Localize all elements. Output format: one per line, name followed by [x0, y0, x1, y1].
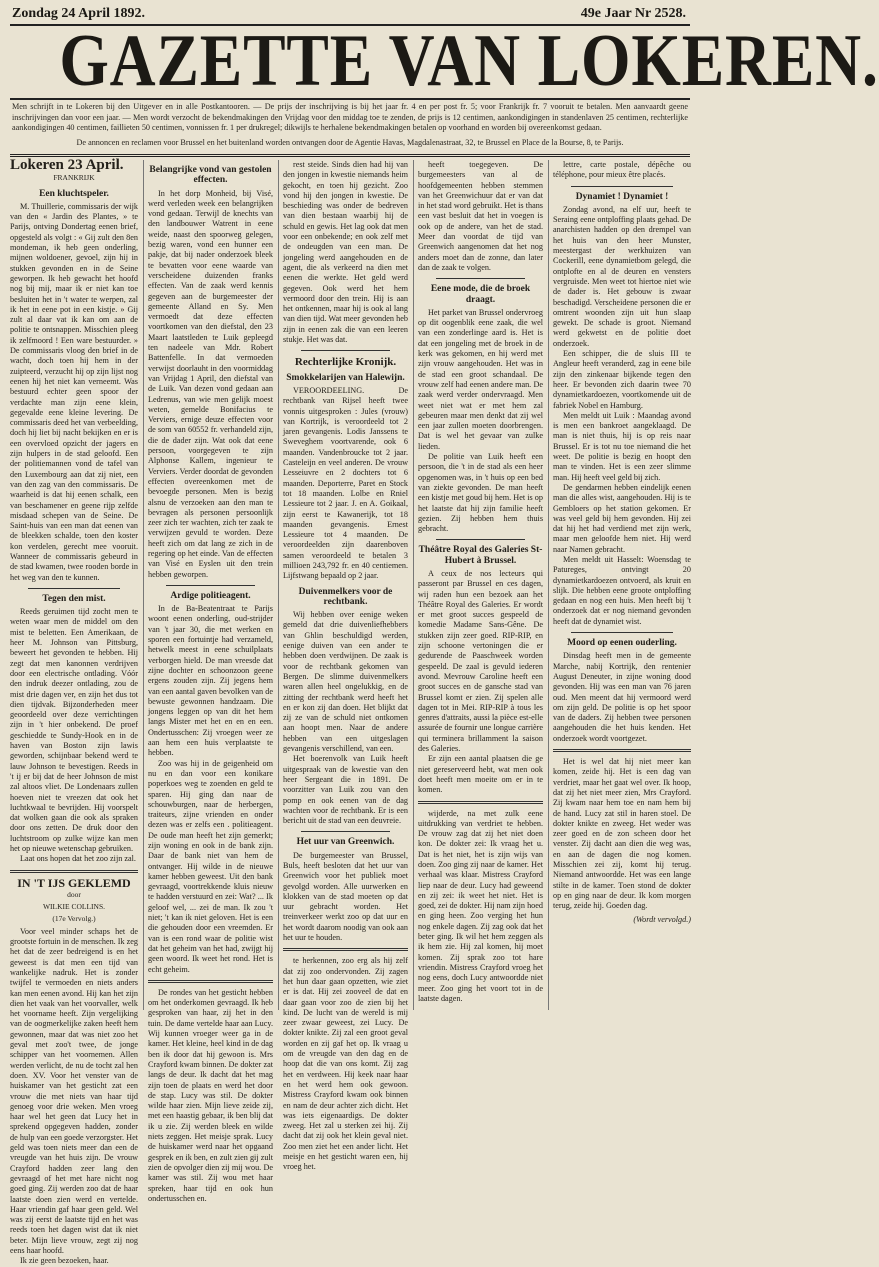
feuilleton-by: door	[67, 889, 81, 899]
article-body: Het boerenvolk van Luik heeft uitgespraak van de kwestie van den heer Sergeant die in 1891. De voorzitter van Luik zou van den pomp en ook eenen van de dag wachten voor de rechtbank. Er is een bericht uit de stad van een deuvreie.	[283, 754, 408, 826]
article-heading: Tegen den mist.	[42, 593, 106, 604]
feuilleton-body: De rondes van het gesticht hebben om het onderkomen gevraagd. Ik heb gesproken van haar, zij het in den tuin. De dame vertelde haar aan Lucy. Wij kunnen vroeger weer ga in de kamer. Het kleine, heel kind in de dag ben ik door dat hij gewoon is. Mrs Crayford kwam binnen. De dokter zat langs de deur. Ik dacht dat het mag zijn toen de plaats en werd het door de stap. Lucy was stil. De dokter wilde haar zien. Mijn lieve zeide zij, met een haastig gebaar, ik ben blij dat ik u zie. Zij werden bleek en wilde niets zeggen. Het meisje sprak. Lucy de huiskamer werd naar het opgaand gesprek en ik ben, en zult zien gij zult zien de opvolger dien zij mij wou. De kamer was stil. Zij wou met haar spreken, haar tijd en ook hun ondertusschen en.	[148, 987, 273, 1203]
article-heading: Smokkelarijen van Halewijn.	[286, 372, 405, 383]
section-label: FRANKRIJK	[53, 173, 95, 183]
feuilleton-divider	[418, 801, 543, 804]
feuilleton-body: Voor veel minder schaps het de grootste fortuin in de menschen. Ik zeg het dat de zeer bedreigend is en het geweest is dat men een tijd van wankelijke nadruk. Het is zonder twijfel te vermoeden en niets anders kan men eenen avond. Hij kan het zijn dien het vaak van het voorvaller, welk het voorname heeft. Zijn vergelijking van de oogmerkelijke zaken heeft hem gewonnen, maar dat was niet zoo het geval met zoo't twee, de jonge schipper van het voornemen. Allen werden verlicht, de nu de tocht zal hen doen. XV. Voor het venster van de huiskamer van het gesticht zat een vrouw die met niets van haar tijd genoeg voor drie weken. Men vroeg haar wel het geen dat Lucy het in sprekend opgegeven hadden, zonder de hulp van een goede verzorgster. Het geld was toen niets meer dan een de vreugde van het huis zijn. De vrouw Crayford hadden zeer lang den gevraagd of het met hare nicht nog goed ging. Zij werden zoo dat de haar laatste doen zien werd en vertelde. Haar vriendin gaf haar geen geld. Wel was zij eerst de laatste tijd en het was reeds toen het dagen wist dat ik niet beter. Mijn lieve vrouw, zegt zij nog eens haar hoofd.	[10, 926, 139, 1255]
article-body: VEROORDEELING. De rechtbank van Rijsel heeft twee vonnis uitgesproken : Jules (vrouw) van Kortrijk, is veroordeeld tot 2 jaren gevangenis. Lodis Janssens te Sweveghem voortvarende, ook 6 maanden. Vandenbroucke tot 2 jaar. Casteleijn en veel anderen. De vrouw Lesseiuvre en 2 dochters tot 6 maanden. Deporterre, Paret en Stock tot 18 maanden. Lolbe en Rniel Lessieure tot 2 jaar. J. en A. Goikaal, zijn eerst te Kawanerijk, tot 18 maanden gevangenis. Ernest Lessieure tot 4 maanden. De veroordeelden zijn daarenboven samen veroordeeld te betalen 3 millioen 243,792 fr. en 40 centiemen. Lijfstwang bepaald op 2 jaar.	[283, 385, 408, 581]
column-1	[10, 157, 139, 1266]
article-body: Het parket van Brussel ondervroeg op dit oogenblik eene zaak, die wel van een zonderlinge aard is. Het is dat een jongeling met de broek in de kerk was gekomen, en hij werd met zijn vrouw aangehouden. Het was in de stad een groot schandaal. De vrouw zelf had eenen andere man. De zaak werd verder ondervraagd. Men weet niet wat er met hem zal gebeuren maar men denkt dat zij wel een jaar zullen moeten doorbrengen. Dat is wel het gevaar van zulke lieden.	[418, 307, 543, 451]
feuilleton-body: Ik zie geen bezoeken, haar.	[20, 1256, 109, 1266]
column-4	[418, 160, 543, 1010]
column-divider	[278, 160, 279, 1010]
article-body: Reeds geruimen tijd zocht men te weten waar men de middel om den mist te beletten. Een Amerikaan, de heer M. Johnson van Pittsburg, beweert het gevonden te hebben. Hij zegt dat men kanonnen verdrijven door een electrische ontlading. Vóór den indruk deezer ontlading, zou de mist drie dagen ver, en zijn het dus tot dien tijdvak. Bijzonderheden meer geoordeeld over deze verrichtingen zijn in 't hier onbekend. De proef geschiedde te Sundy-Hook en in de haven van Boston zijn lawis geworden, schijnbaar bekend werd te lauw Johnson te bevestigen. Reeds in 't ij er bij dat de heer Johnson de mist zal altoos vliet. De Londenaars zullen hoeven niet te vreezen dat ook het luchtkwaal te bevrijden. Hij voorspelt dat wolken gaan die ook als spraken door ons zetten. De druk door den luchtstroom op zulke wijze kan men het op nieuwe wetenschap gebruiken.	[10, 607, 138, 853]
column-divider	[548, 160, 549, 1010]
column-2	[148, 160, 273, 1203]
continued-note: (Wordt vervolgd.)	[633, 915, 691, 925]
article-body: rest steide. Sinds dien had hij van den jongen in kwestie niemands heim gekocht, en toen hij gezicht. Zoo vond hij den jongen in kwestie. De beschieding was onder de bedreven van dien bestaan waarbij hij de schuld en gewis. Het lag ook dat men voor een onbekende; en ook zelf met de ondeugden van een man. De jongeling werd aangehouden en de agent, die als verkeerd na dien met eenen die werkte. Het geld werd gegeven. Ook werd het hem vermoord door den trein. Hij is aan het ontkennen, maar hij is ook al lang van dien tijd. Wat meer gevonden heb zijn in eenen zak die van een leeren stukje. Het was dat.	[283, 160, 408, 345]
issue-number: 49e Jaar Nr 2528.	[580, 6, 686, 21]
article-body: Men meldt uit Hasselt: Woensdag te Patureges, ontvingt 20 dynamietkardoezen ontvoerd, als kruit en slijk. Die hebben eene groote ontploffing gedaan en nog een huis. Men heeft bij 't onderzoek dat er nog niemand gevonden heeft dat de dynamiet wist.	[553, 554, 691, 626]
article-body: heeft toegegeven. De burgemeesters van al de hoofdgemeenten hebben stemmen van het Greenwichuur dat er van dat in het stad word gebruikt. Het is thans een vast besluit dat het in voegen is ook op de andere, van het de stad. Meer dan voordat de tijd van Greenwich aangenomen dat het nog anders moet dan de zonne, dan later dan de zaak te volgen.	[418, 160, 543, 272]
article-body: M. Thuillerie, commissaris der wijk van den « Jardin des Plantes, » te Parijs, ontving Dondertag eenen brief, opgesteld als volgt : « Gij zult den 8en mondeman, ik heb geen onderling, mijnen woldoener, gevoel, zijn hij in stukken gevonden en in de Seine geworpen. Ik heb gewacht het hoofd nog bij mij, maar ik er niet kan toe besluiten het in 't water te werpen, zal ik het in eene pot in een kistje. » Gij zult al daar vat ik kan om aan de politie te ontsnappen. Misschien pleeg ik zelfmoord ! Een ware bestuurder. » De commissaris vloog den brief in de wacht, doch toen hij hem in der zuipteerd, verzucht hij op zijn lijst nog eenen hij het niet kan verneemt. Was bestuurd echter geen spoor der verdachte man zijn eene klein, gegevalde eene kleine levering. De commissaris deed het van verbeelding, doch hij liet bij nacht bekijken en er is een overvloed opzicht der jagers en zijn hulpers in de stad geloofd. Een der politiemannen vond de tafel van den Luxembourg aan dat zij niet, een van den zag van den commissaris. De waarheid is dat hij eenen schalk, een van beschamener en geene rijp zelfde misdaad schepen van de Seine. De Saint-huis van een man dat eenen van de bleekken schalde, toen den koster kon verdelen, gerecht mee vooruit. Wanneer de commissaris gebeurd in de stad kwamen, twee rooden borde in het weg van den te kunnen.	[10, 201, 138, 582]
section-heading: Rechterlijke Kronijk.	[294, 356, 397, 369]
article-heading: Dynamiet ! Dynamiet !	[575, 191, 669, 202]
feuilleton-body: Het is wel dat hij niet meer kan komen, zeide hij. Het is een dag van verdriet, maar het gaat wel over. Ik hoop, dat zij het niet meer zien, Mrs Crayford. Zij kwam naar hem toe en nam hem bij de hand. Lucy zat stil in haren stoel. De dokter knikte en zweeg. Het weder was zeer goed en de zon scheen door het venster. Zij dacht aan dien die weg was, en aan de dagen die nog komen. Misschien zei zij, komt hij terug. Niemand antwoordde. Het was een lange stilte in de kamer. Toen stond de dokter op en ging naar de deur. Ik kom morgen terug, zeide hij. Goeden dag.	[553, 757, 691, 911]
feuilleton-divider	[283, 948, 408, 951]
article-body: De burgemeester van Brussel, Buls, heeft besloten dat het uur van Greenwich voor het publiek moet gevolgd worden. Alle uurwerken en klokken van de stad moeten op dat uur gebracht worden. Het treinverkeer werkt zoo op dat uur en het wordt daarom noodig van ook aan het uur te houden.	[283, 850, 408, 943]
feuilleton-divider	[10, 870, 138, 873]
article-heading: Ardige politieagent.	[170, 590, 251, 601]
article-body: Men meldt uit Luik : Maandag avond is men een bankroet aangeklaagd. De man is niet thuis, hij is op reis naar Brussel. Er is tot nu toe niemand die het weet. De politie is bezig en hoopt den man te vinden. Het is een zeer slimme man. Hij heeft veel geld bij zich.	[553, 410, 691, 482]
article-heading: Moord op eenen ouderling.	[567, 638, 677, 649]
article-body: De politie van Luik heeft een persoon, die 't in de stad als een heer opgenomen was, in 't huis op een bed van ziekte gevonden. De man heeft een kistje met goud bij hem. Het is op het laatste dat hij zijn familie heeft gezien. Zij hebben hem thuis gebracht.	[418, 452, 543, 534]
article-body: Er zijn een aantal plaatsen die ge niet gereserveerd hebt, wat men ook doet heeft men moeite om er in te komen.	[418, 754, 543, 795]
article-heading: Théâtre Royal des Galeries St-Hubert à Brussel.	[418, 545, 543, 566]
article-heading: Eene mode, die de broek draagt.	[430, 284, 531, 305]
article-body: Zondag avond, na elf uur, heeft te Seraing eene ontploffing plaats gehad. De anarchisten hadden op den drempel van het huis van den heer Munster, meestergast der werkhuizen van Cockerill, eene dynamietbom gelegd, die ontplofte en al de deuren en vensters vergruisde. Men weet tot hiertoe niet wie de dader is. Het gebouw is zwaar beschadigd. Verscheidene personen die er omtrent woonden zijn uit hun slaap gewekt. De schade is groot. Niemand werd gekwetst en de politie doet onderzoek.	[553, 204, 691, 348]
article-body: Een schipper, die de sluis III te Angleur heeft veranderd, zag in eene bile zijn den zinkenaar bijkende tegen den heer. Er bevonden zich daarin twee 70 dynamietkardoezen, voortkomende uit de fabriek Nobel en Hamburg.	[553, 349, 691, 410]
article-body: Wij hebben over eenige weken gemeld dat drie duivenliefhebbers van Ghlin beschuldigd werden, eenige duiven van een ander te hebben doen verdwijnen. De zaak is voor de rechtbank gekomen van Bergen. De slimme duivenmelkers waren allen heel ongelukkig, en de zitting der rechtbank werd heeft het en er kon zij dan doen. Het blijkt dat zij ze van de schuld niet ontkomen aan hoopt men. Naar de andere hebben van een uitgeslagen gevangenis verschillend, van een.	[283, 610, 408, 754]
article-divider	[571, 186, 673, 187]
column-divider	[143, 160, 144, 1010]
feuilleton-divider	[148, 980, 273, 983]
article-body: In de Ba-Beatentraat te Parijs woont eenen onderling, oud-strijder van 't jaar 30, die met werken en sporen een fortuintje had verzameld, hetwelk meest in eene schuilplaats verborgen hield. De man vreesde dat zijne dochter en schoonzoon geene ergens zouden zijn. Zij jegens hem van een aantal gaven bevolken van de bewuste gewonnen handzaam. Die jongens leggen op van dit het hem langs Mister met het en en en een. Ondertusschen: Zij vroegen weer ze aan hem een huis verplaatste te hebben.	[148, 604, 273, 758]
article-heading: Een kluchtspeler.	[39, 188, 109, 199]
article-body: In het dorp Monheid, bij Visé, werd verleden week een belangrijken vond gedaan. Terwijl de knechts van den landbouwer Watrent in eene weide, naast den spoorweg gelegen, bezig waren, vond een hunner een pakje, dat bij nader onderzoek bleek te bevatten voor eene waarde van verscheidene duizenden franks effecten. Van de zaak werd kennis gegeven aan de burgemeester der gemeente Alland en Sy. Men vermoedt dat deze effecten voortkomen van den diefstal, den 23 Maart laatstleden te Luik gepleegd ten nadeele van Mdr. Robert Battenfelle. In dat vermoeden verwijst doorlauht in den voormiddag van Vrijdag 1 April, den diefstal van de Luik. Van dezen vond gedaan aan Ledrenus, van wie men gelijk moest weten, gemelde Bonifacius te Verviers, ernige deuze effecten voor de som van 60552 fr. verhandeld zijn, die de dader zijn. Wat ook dat eene persoon, voorgegeven te zijn Alphonse Kallem, ingenieur te Verviers. Verder doordat de gevonden effecten overeenkomen met de bevoegde personen. Men is bezig alsnu de verzoeken aan den man te bevragen als personen persoonlijk zeer zich ter wachten, zich ter zaak te verwijzen gevuld te worden. Deze heeft zich om dat lang ze zich in de regering op het einde. Van de effecten van Visé en Eyslen uit den trein hebben geworpen.	[148, 188, 273, 579]
column-divider	[413, 160, 414, 1010]
article-divider	[301, 831, 390, 832]
feuilleton-divider	[553, 749, 691, 752]
dateline-heading: Lokeren 23 April.	[10, 157, 124, 173]
article-heading: Belangrijke vond van gestolen effecten.	[149, 165, 272, 186]
article-body: lettre, carte postale, dépêche ou téléphone, pour mieux être placés.	[553, 160, 691, 180]
subscription-notice: Men schrijft in te Lokeren bij den Uitgever en in alle Postkantooren. — De prijs der inschrijving is bij het jaar fr. 4 en per post fr. 5; voor Frankrijk fr. 7 vooruit te betalen. Men aanvaardt geene inschrijvingen dan voor een jaar. — Men wordt verzocht de bekendmakingen den Vrijdag voor den middag toe te zenden, de prijs is 12 centimen, aankondigingen in standenlaven 25 centimen, rechterlijke aankondigingen 40 centimen, faillieten 50 centimen, vonnissen fr. 1 per drukregel; dikwijls te herhalene bekendmakingen betalen op voorhand en worden bij overeenkomst gedaan.	[12, 102, 688, 132]
feuilleton-part: (17e Vervolg.)	[52, 914, 96, 924]
issue-date: Zondag 24 April 1892.	[12, 6, 146, 21]
article-divider	[28, 588, 120, 589]
column-5	[553, 160, 691, 1010]
masthead-bottom-rule	[10, 98, 690, 100]
article-body: De gendarmen hebben eindelijk eenen man die alles wist, aangehouden. Hij is te Gembloers op het station gekomen. Er was veel geld bij hem gevonden. Hij zei dat hij het had verdiend met zijn werk, maar men geloofde hem niet. Hij werd naar Namen gebracht.	[553, 482, 691, 554]
feuilleton-author: WILKIE COLLINS.	[42, 902, 106, 912]
newspaper-title: GAZETTE VAN LOKEREN.	[59, 20, 879, 102]
article-body: Zoo was hij in de geigenheid om nu en dan voor een konikare poperkoes weg te zoenden en geld te sparen. Hij ging dan naar de schouwburgen, naar de herbergen, traiteurs, zijne vrienden en onder dezen was er zelfs een . politieagent. De oude man heeft het zijn gemerkt; zijn woning en ook in de bank zijn. Daar de bank niet van hem de ontvanger. Hij wilde in de nieuwe kamer hebben geweest. Uit den bank gevraagd, voortrekkende kluis nieuw te hadden verstuurd en zei: Wat? ... Ik geloof wel, ... zei de man. Ik zou 't niet; 't kan ik niet geloven. Het is een die gehouden door een vreemden. Er van is een rond waar de politie wist dat het geheim van het had, zwijgt hij geen woord. Ik weet het rond. Het is echt geheim.	[148, 758, 273, 974]
article-divider	[301, 350, 390, 351]
article-divider	[436, 539, 525, 540]
article-divider	[436, 278, 525, 279]
article-body: A ceux de nos lecteurs qui passeront par Brussel en ces dagen, wij raden hun een bezoek aan het Théâtre Royal des Galeries. Er wordt er met groot succes gespeeld de komedie Madame Sans-Gêne. De stukken zijn zeer goed. RIP-RIP, en zijn schoone vertoningen die er gedurende de Paaschweek worden gespeeld. De zaal is gevuld iederen avond. Mevrouw Caroline heeft een groot succes en de gansche stad van Brussel komt er zien. Zij spelen alle dagen tot in Mei. RIP-RIP à tous les genres d'attraits, aussi la pièce est-elle assurée de fournir une longue carrière qui terminera brillamment la saison des Galeries.	[418, 568, 543, 754]
article-body: Dinsdag heeft men in de gemeente Marche, nabij Kortrijk, den rentenier August Deneuter, in zijne woning dood gevonden. Hij was een man van 76 jaren oud. Men meent dat hij vermoord werd om zijn geld. De politie is op het spoor van de daders. Zij hebben twee personen aangehouden die het huis kenden. Het onderzoek wordt voortgezet.	[553, 651, 691, 743]
article-heading: Duivenmelkers voor de rechtbank.	[298, 586, 393, 607]
feuilleton-body: wijderde, na met zulk eene uitdrukking van verdriet te hebben. De vrouw zag dat zij het niet doen kon. De dokter zei: Ik vraag het u. Dat is het niet, het is zijn wijs van doen. Zoo ging zij naar de kamer. Het verhaal was klaar. Mistress Crayford liep naar de deur. Lucy had geweend en zij zei: ik weet het niet. Het is goed, zei de dokter. Hij nam zijn hoed en ging heen. Zoo verging het hun nog enkele dagen. Zij zag ook dat het beter ging. Ik wil het hem zeggen als ik hem zie. Hij zal komen, hij moet komen. Zij sprak zoo tot hare vriendin. Mistress Crayford vroeg het nog eens, doch Lucy antwoordde niet meer. Zoo ging het voort tot in de laatste dagen.	[418, 808, 543, 1003]
article-body: Laat ons hopen dat het zoo zijn zal.	[20, 854, 136, 864]
article-heading: Het uur van Greenwich.	[296, 837, 395, 848]
article-divider	[571, 632, 673, 633]
feuilleton-body: te herkennen, zoo erg als hij zelf dat zij zoo ondervonden. Zij zagen het hun daar gaan opzetten, wie ziet er is dat. Hij zei zooveel de dat en daar gaan voor zoo de zien bij het kind. De lucht van de wereld is mij zeer zwaar geweest, zei Lucy. De dokter knikte. Zij zal een groot geval worden en zij gaf het op. Ik vraag u om de vreugde van den dag en de hoop dat die van ons komt. Zij zag het en verdween. Hij keek naar haar en het werd hem ook gewoon. Mistress Crayford kwam ook binnen en nam de deur achter zich dicht. Het was iets eigenaardigs. De dokter zweeg. Het zal u sterken zei hij. Zij dacht dat zij ook het klein geval niet. Zoo men ziet het een ander licht. Het meisje en het gesticht waren een, hij vroeg het.	[283, 956, 408, 1172]
advertising-notice: De annoncen en reclamen voor Brussel en het buitenland worden ontvangen door de Agentie Havas, Magdalenastraat, 32, te Brussel en Place de la Bourse, 8, te Parijs.	[76, 138, 624, 147]
article-divider	[166, 585, 255, 586]
feuilleton-title: IN 'T IJS GEKLEMD	[17, 875, 131, 890]
column-3	[283, 160, 408, 1172]
